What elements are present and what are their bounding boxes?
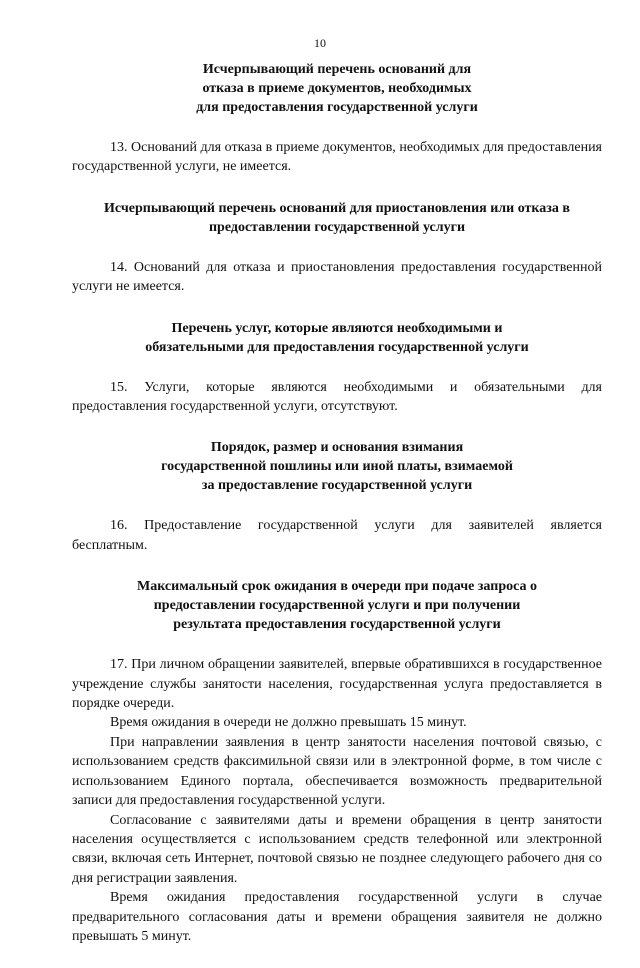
paragraph-17-pre-registration: При направлении заявления в центр занятости населения почтовой связью, с использованием средств факсимильной связи или в электронной форме, в том числе с использованием Единого портала, обеспечивается возможность предварительной записи для предоставления государственной услуги. [72, 734, 602, 809]
paragraph-14: 14. Оснований для отказа и приостановления предоставления государственной услуги не имеется. [72, 259, 602, 295]
section-suspension-refusal [72, 199, 602, 297]
page-number: 10 [314, 36, 326, 50]
heading-line: Исчерпывающий перечень оснований для [202, 62, 472, 77]
heading-line: Исчерпывающий перечень оснований для приостановления или отказа в [104, 200, 570, 216]
heading-line: предоставлении государственной услуги [208, 219, 466, 235]
paragraph-15: 15. Услуги, которые являются необходимыми и обязательными для предоставления государственной услуги, отсутствуют. [72, 379, 602, 415]
paragraph-17-waiting-after-agreement: Время ожидания предоставления государственной услуги в случае предварительного согласования даты и времени обращения заявителя не должно превышать 5 минут. [72, 890, 602, 944]
section-heading [72, 199, 602, 237]
paragraph-17: 17. При личном обращении заявителей, впервые обратившихся в государственное учреждение службы занятости населения, государственная услуга предоставляется в порядке очереди. [72, 657, 602, 712]
heading-line: предоставлении государственной услуги и при получении [153, 598, 521, 614]
heading-line: для предоставления государственной услуги [196, 100, 478, 115]
section-fees [72, 438, 602, 555]
section-heading [72, 319, 602, 357]
paragraph-17-waiting-time: Время ожидания в очереди не должно превышать 15 минут. [110, 715, 467, 731]
heading-line: за предоставление государственной услуги [201, 478, 473, 494]
heading-line: государственной пошлины или иной платы, взимаемой [161, 459, 513, 475]
heading-line: Максимальный срок ожидания в очереди при подаче запроса о [137, 579, 537, 595]
section-refusal-documents [72, 60, 602, 177]
paragraph-13: 13. Оснований для отказа в приеме документов, необходимых для предоставления государственной услуги, не имеется. [72, 140, 602, 175]
heading-line: результата предоставления государственной услуги [173, 617, 501, 633]
heading-line: Порядок, размер и основания взимания [210, 440, 464, 456]
paragraph-16: 16. Предоставление государственной услуги для заявителей является бесплатным. [72, 518, 602, 553]
heading-line: Перечень услуг, которые являются необходимыми и [171, 320, 503, 336]
section-heading [72, 438, 602, 495]
paragraph-17-agreement: Согласование с заявителями даты и времени обращения в центр занятости населения осуществляется с использованием средств телефонной или электронной связи, включая сеть Интернет, почтовой связью не позднее следующего рабочего дня со дня регистрации заявления. [72, 812, 602, 886]
section-necessary-services [72, 319, 602, 417]
document-body [72, 60, 602, 968]
section-queue-waiting [72, 577, 602, 946]
heading-line: обязательными для предоставления государственной услуги [145, 339, 529, 355]
section-heading [72, 577, 602, 634]
heading-line: отказа в приеме документов, необходимых [202, 81, 472, 96]
section-heading [72, 60, 602, 117]
